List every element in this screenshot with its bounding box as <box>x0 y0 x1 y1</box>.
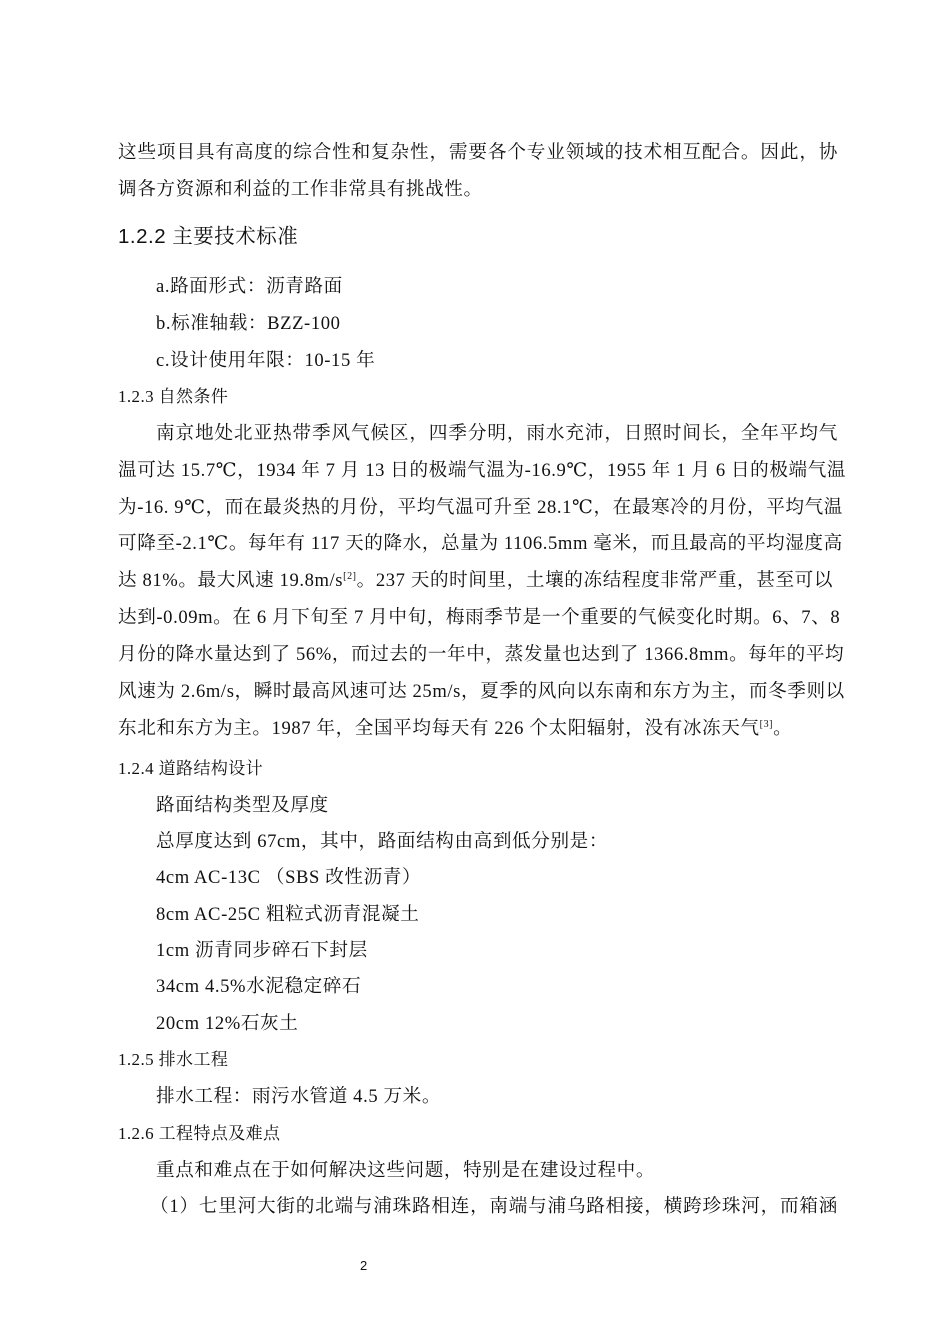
climate-line-5-a: 达 81%。最大风速 19.8m/s <box>118 570 344 591</box>
climate-line-9 <box>118 717 838 741</box>
structure-layer-3: 1cm 沥青同步碎石下封层 <box>156 940 368 961</box>
climate-line-5 <box>118 569 838 593</box>
climate-line-2: 温可达 15.7℃，1934 年 7 月 13 日的极端气温为-16.9℃，1955 年 1 月 6 日的极端气温 <box>118 460 847 481</box>
climate-line-6: 达到-0.09m。在 6 月下旬至 7 月中旬，梅雨季节是一个重要的气候变化时期。6、7、8 <box>118 607 841 628</box>
standard-item-c: c.设计使用年限：10-15 年 <box>156 350 376 371</box>
standard-item-b: b.标准轴载：BZZ-100 <box>156 313 341 334</box>
structure-layer-4: 34cm 4.5%水泥稳定碎石 <box>156 976 362 997</box>
difficulty-line-2: （1）七里河大街的北端与浦珠路相连，南端与浦乌路相接，横跨珍珠河，而箱涵 <box>150 1196 838 1217</box>
section-heading-1-2-2: 1.2.2 主要技术标准 <box>118 225 299 248</box>
section-heading-1-2-6: 1.2.6 工程特点及难点 <box>118 1124 281 1143</box>
structure-layer-5: 20cm 12%石灰土 <box>156 1013 299 1034</box>
section-heading-1-2-3: 1.2.3 自然条件 <box>118 387 229 406</box>
climate-line-4: 可降至-2.1℃。每年有 117 天的降水，总量为 1106.5mm 毫米，而且最高的平均湿度高 <box>118 533 843 554</box>
page-number: 2 <box>360 1258 368 1273</box>
climate-line-9-a: 东北和东方为主。1987 年，全国平均每天有 226 个太阳辐射，没有冰冻天气 <box>118 718 760 739</box>
citation-2[interactable]: [2] <box>343 571 357 582</box>
intro-line-1: 这些项目具有高度的综合性和复杂性，需要各个专业领域的技术相互配合。因此，协 <box>118 142 838 163</box>
climate-line-3: 为-16. 9℃，而在最炎热的月份，平均气温可升至 28.1℃，在最寒冷的月份，平均气温 <box>118 497 843 518</box>
structure-layer-2: 8cm AC-25C 粗粒式沥青混凝土 <box>156 904 420 925</box>
climate-line-5-b: 。237 天的时间里，土壤的冻结程度非常严重，甚至可以 <box>356 570 834 591</box>
citation-3[interactable]: [3] <box>759 719 774 730</box>
standard-item-a: a.路面形式：沥青路面 <box>156 276 343 297</box>
climate-line-1: 南京地处北亚热带季风气候区，四季分明，雨水充沛，日照时间长，全年平均气 <box>156 423 838 444</box>
climate-line-8: 风速为 2.6m/s，瞬时最高风速可达 25m/s，夏季的风向以东南和东方为主，而冬季则以 <box>118 681 845 702</box>
structure-line-1: 路面结构类型及厚度 <box>156 795 329 816</box>
climate-line-9-b: 。 <box>773 718 793 739</box>
intro-line-2: 调各方资源和利益的工作非常具有挑战性。 <box>118 179 483 200</box>
climate-line-7: 月份的降水量达到了 56%，而过去的一年中，蒸发量也达到了 1366.8mm。每年的平均 <box>118 644 845 665</box>
difficulty-line-1: 重点和难点在于如何解决这些问题，特别是在建设过程中。 <box>156 1160 656 1181</box>
section-heading-1-2-5: 1.2.5 排水工程 <box>118 1050 229 1069</box>
structure-layer-1: 4cm AC-13C （SBS 改性沥青） <box>156 867 422 888</box>
structure-line-2: 总厚度达到 67cm，其中，路面结构由高到低分别是： <box>156 831 609 852</box>
section-heading-1-2-4: 1.2.4 道路结构设计 <box>118 759 264 778</box>
drainage-line-1: 排水工程：雨污水管道 4.5 万米。 <box>156 1086 442 1107</box>
